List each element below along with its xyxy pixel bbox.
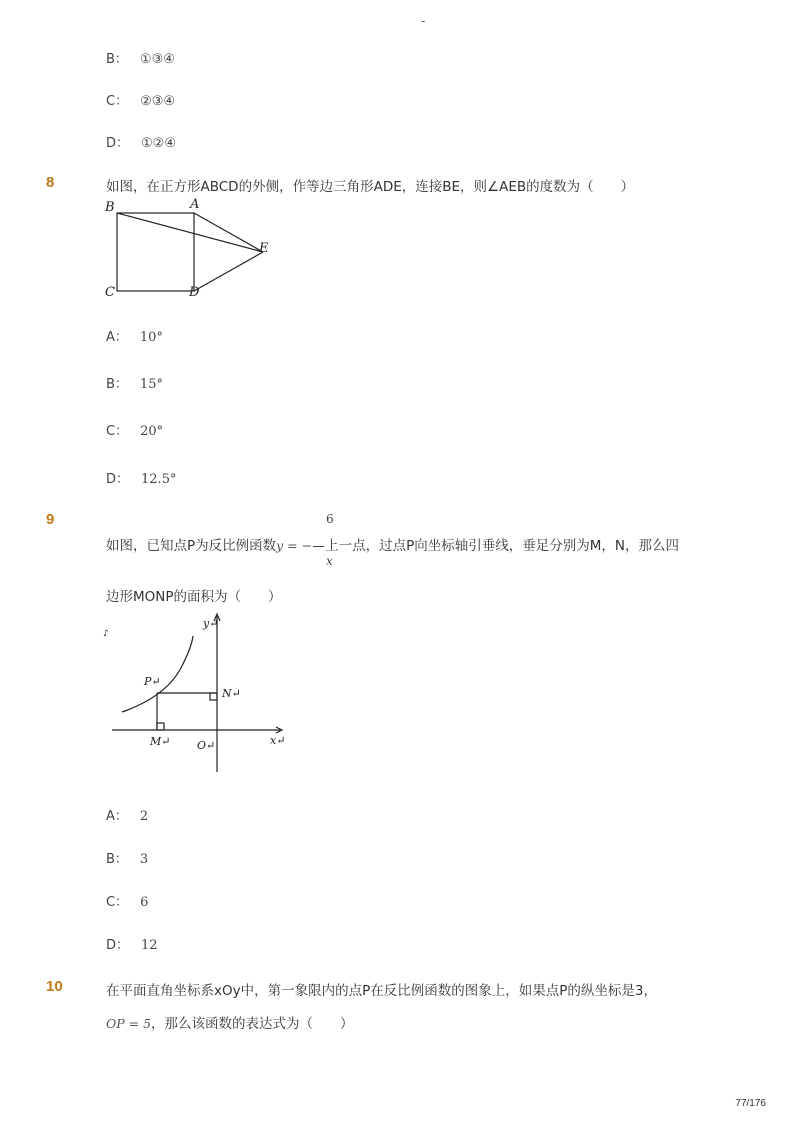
label-m: M↵ <box>150 735 171 748</box>
q9-option-a[interactable] <box>106 805 148 824</box>
question-10-text-line2 <box>106 1012 354 1032</box>
option-value: 3 <box>139 852 149 867</box>
option-key: C： <box>106 895 129 910</box>
q8-option-b[interactable] <box>106 373 163 392</box>
header-mark: - <box>421 14 426 28</box>
segment-ae <box>194 213 263 252</box>
label-e: E <box>259 241 269 256</box>
q8-figure <box>100 195 280 300</box>
formula-lhs: y = − <box>276 538 313 553</box>
right-angle-mark-n <box>210 693 217 700</box>
label-o: O↵ <box>197 739 216 752</box>
option-value: ①②④ <box>141 136 176 151</box>
prev-option-b[interactable] <box>106 48 175 67</box>
label-y: y↵ <box>203 617 219 630</box>
option-value: 20° <box>140 424 164 439</box>
segment-be <box>117 213 263 252</box>
fraction-numerator: 6 <box>326 512 334 526</box>
option-value: 12 <box>141 938 158 953</box>
label-n: N↵ <box>222 687 241 700</box>
label-p: P↵ <box>144 675 161 688</box>
option-key: D： <box>106 472 130 487</box>
q9-option-c[interactable] <box>106 891 148 910</box>
option-key: B： <box>106 52 128 67</box>
option-value: 2 <box>139 809 149 824</box>
label-a: A <box>190 197 200 212</box>
label-d: D <box>189 285 200 300</box>
prev-option-d[interactable] <box>106 132 176 151</box>
label-c: C <box>105 285 115 300</box>
question-9-text-before: 如图，已知点P为反比例函数 <box>106 538 277 554</box>
question-10-text-line2-rest: ，那么该函数的表达式为（ ） <box>151 1016 354 1032</box>
option-key: A： <box>106 330 128 345</box>
option-value: 15° <box>139 377 163 392</box>
question-9-text <box>106 534 679 554</box>
option-value: ②③④ <box>140 94 176 109</box>
question-10-text-line1: 在平面直角坐标系xOy中，第一象限内的点P在反比例函数的图象上，如果点P的纵坐标是3， <box>106 983 657 999</box>
option-key: D： <box>106 938 130 953</box>
label-b: B <box>105 200 115 215</box>
fraction-bar <box>313 546 324 547</box>
q8-option-a[interactable] <box>106 326 163 345</box>
option-value: ①③④ <box>139 52 175 67</box>
label-x: x↵ <box>270 734 286 747</box>
option-key: C： <box>106 424 129 439</box>
q9-option-b[interactable] <box>106 848 148 867</box>
label-stray-mark: ♪ <box>103 629 109 639</box>
option-key: A： <box>106 809 128 824</box>
q9-figure <box>100 612 290 777</box>
question-number-8: 8 <box>46 174 55 191</box>
q9-option-d[interactable] <box>106 934 158 953</box>
square-abcd <box>117 213 194 291</box>
option-value: 10° <box>139 330 163 345</box>
question-number-9: 9 <box>46 511 55 528</box>
question-9-text-line2: 边形MONP的面积为（ ） <box>106 589 282 605</box>
option-value: 12.5° <box>141 472 177 487</box>
prev-option-c[interactable] <box>106 90 175 109</box>
q8-option-d[interactable] <box>106 468 176 487</box>
right-angle-mark-m <box>157 723 164 730</box>
formula-op: OP = 5 <box>106 1016 152 1031</box>
question-number-10: 10 <box>46 978 63 995</box>
segment-de <box>194 252 263 291</box>
question-9-text-after: 上一点，过点P向坐标轴引垂线，垂足分别为M，N，那么四 <box>325 538 679 554</box>
option-key: B： <box>106 377 128 392</box>
option-key: D： <box>106 136 130 151</box>
fraction-denominator: x <box>326 554 333 568</box>
question-8-text: 如图，在正方形ABCD的外侧，作等边三角形ADE，连接BE，则∠AEB的度数为（ ） <box>106 179 635 195</box>
option-value: 6 <box>140 895 149 910</box>
option-key: B： <box>106 852 128 867</box>
option-key: C： <box>106 94 129 109</box>
q8-option-c[interactable] <box>106 420 163 439</box>
page-number: 77/176 <box>735 1098 766 1109</box>
